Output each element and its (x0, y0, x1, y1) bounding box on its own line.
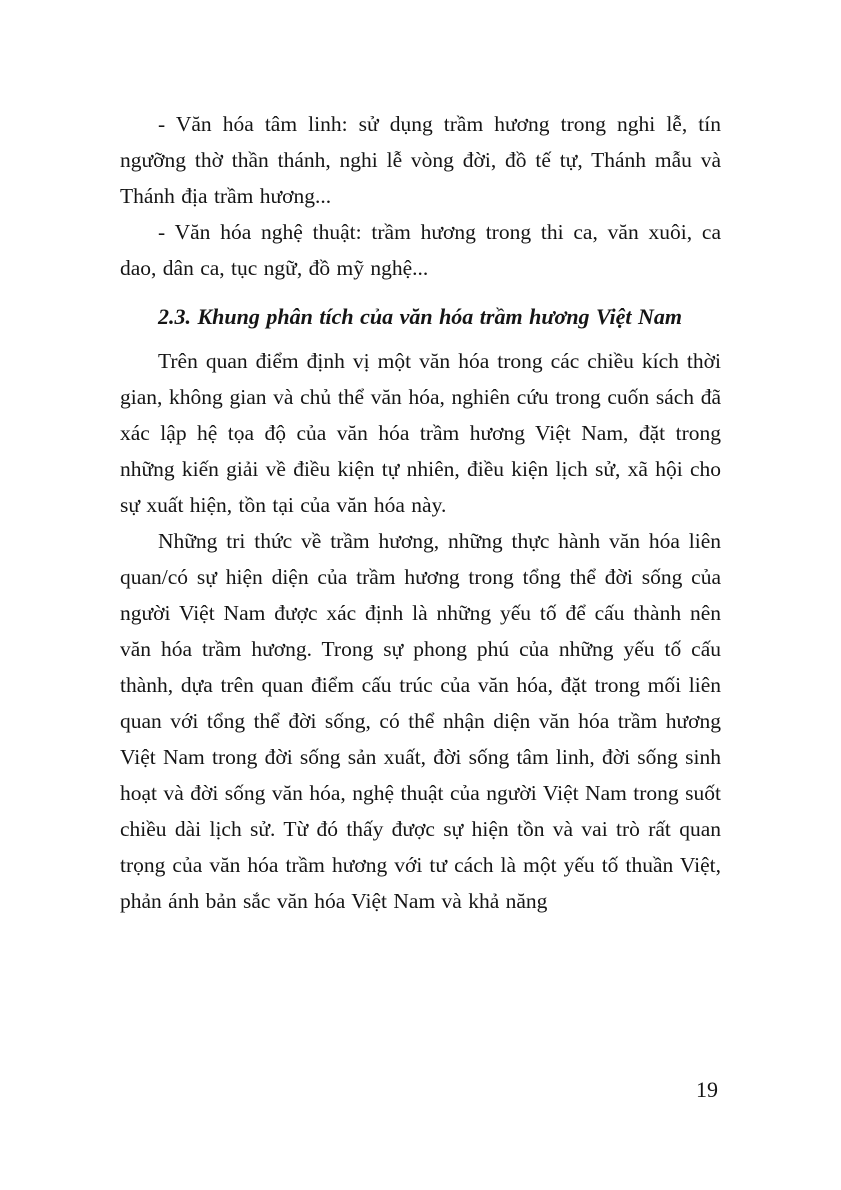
section-heading-2-3: 2.3. Khung phân tích của văn hóa trầm hương Việt Nam (158, 304, 683, 329)
paragraph-spiritual-culture: - Văn hóa tâm linh: sử dụng trầm hương trong nghi lễ, tín ngưỡng thờ thần thánh, nghi lễ vòng đời, đồ tế tự, Thánh mẫu và Thánh địa trầm hương... (120, 112, 721, 208)
paragraph-art-culture: - Văn hóa nghệ thuật: trầm hương trong thi ca, văn xuôi, ca dao, dân ca, tục ngữ, đồ mỹ nghệ... (120, 220, 721, 280)
page-number: 19 (696, 1077, 718, 1102)
paragraph-cultural-elements: Những tri thức về trầm hương, những thực hành văn hóa liên quan/có sự hiện diện của trầm hương trong tổng thể đời sống của người Việt Nam được xác định là những yếu tố để cấu thành nên văn hóa trầm hương. Trong sự phong phú của những yếu tố cấu thành, dựa trên quan điểm cấu trúc của văn hóa, đặt trong mối liên quan với tổng thể đời sống, có thể nhận diện văn hóa trầm hương Việt Nam trong đời sống sản xuất, đời sống tâm linh, đời sống sinh hoạt và đời sống văn hóa, nghệ thuật của người Việt Nam trong suốt chiều dài lịch sử. Từ đó thấy được sự hiện tồn và vai trò rất quan trọng của văn hóa trầm hương với tư cách là một yếu tố thuần Việt, phản ánh bản sắc văn hóa Việt Nam và khả năng (120, 529, 721, 913)
paragraph-coordinate-system: Trên quan điểm định vị một văn hóa trong các chiều kích thời gian, không gian và chủ thể văn hóa, nghiên cứu trong cuốn sách đã xác lập hệ tọa độ của văn hóa trầm hương Việt Nam, đặt trong những kiến giải về điều kiện tự nhiên, điều kiện lịch sử, xã hội cho sự xuất hiện, tồn tại của văn hóa này. (120, 349, 721, 517)
page-text-block (120, 106, 721, 919)
